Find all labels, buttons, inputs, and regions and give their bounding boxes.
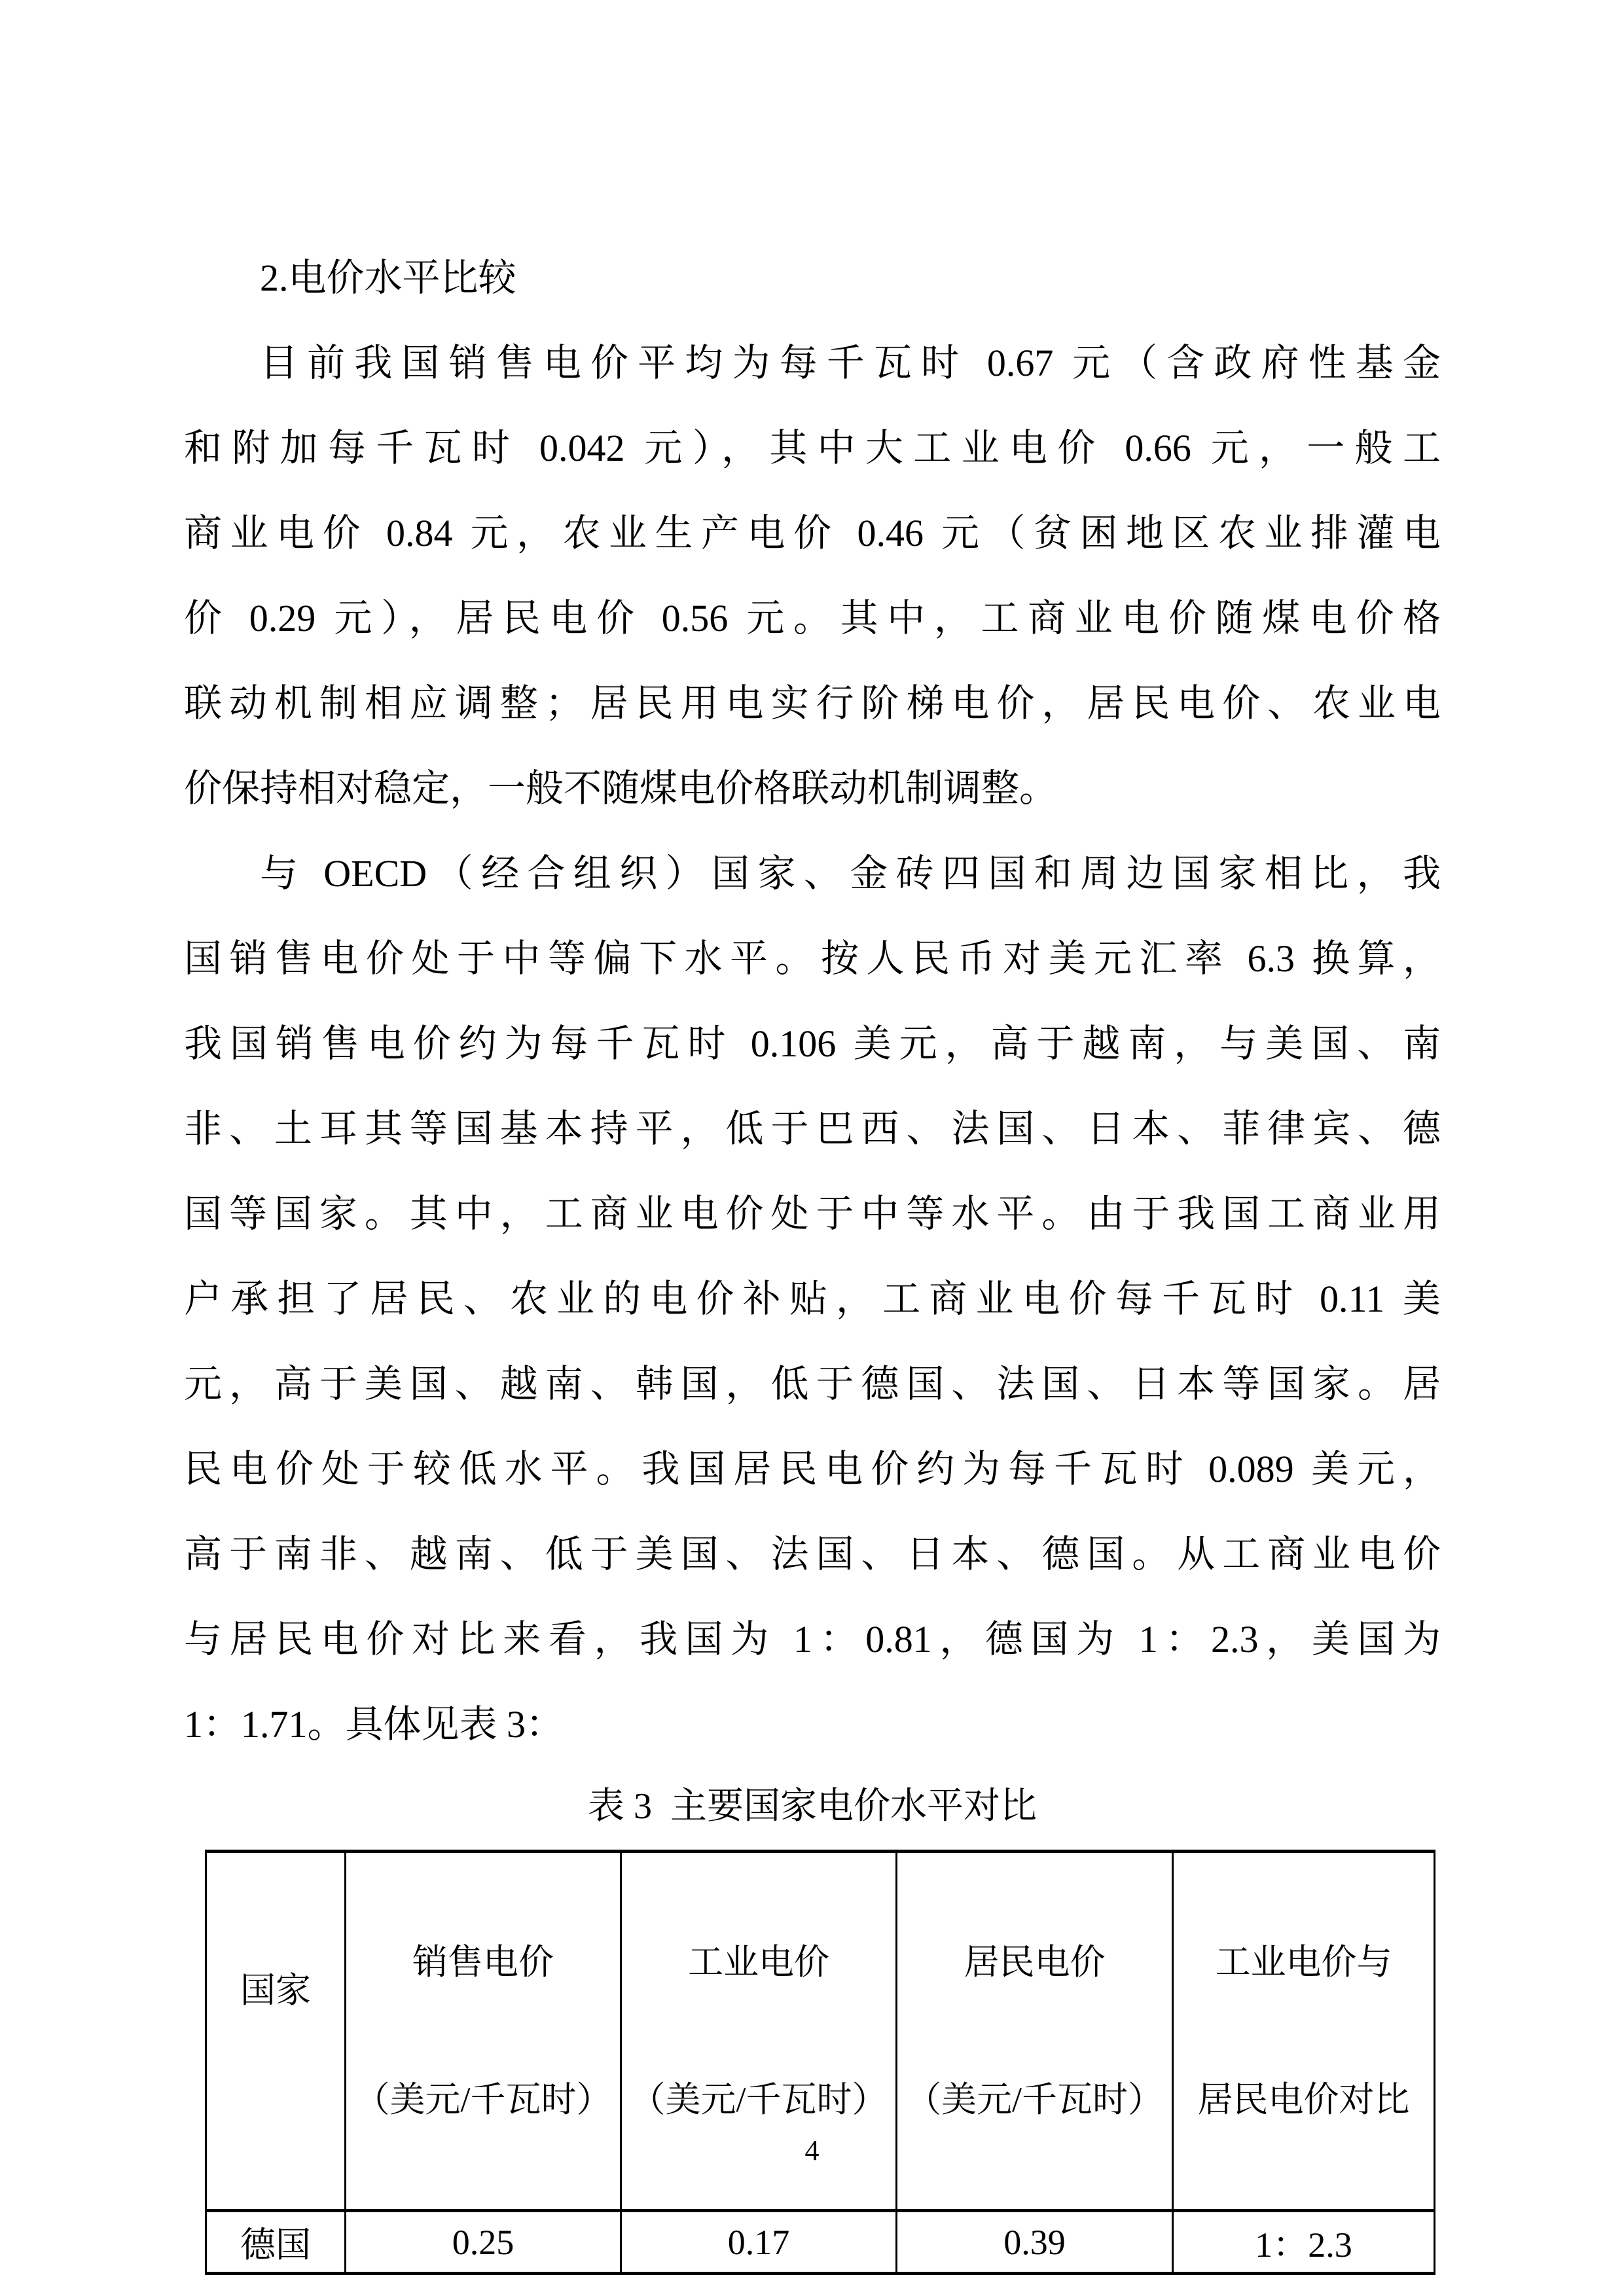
header-text: 销售电价 (412, 1943, 554, 1982)
text-line: 户承担了居民、农业的电价补贴，工商业电价每千瓦时 0.11 美 (184, 1278, 1441, 1320)
section-heading: 2.电价水平比较 (260, 257, 516, 299)
header-text: 国家 (240, 1971, 311, 2010)
paragraph-1 (184, 321, 1441, 831)
table-row (206, 2211, 1435, 2274)
text-line: 非、土耳其等国基本持平，低于巴西、法国、日本、菲律宾、德 (184, 1107, 1441, 1150)
text-line: 国销售电价处于中等偏下水平。按人民币对美元汇率 6.3 换算， (184, 937, 1441, 980)
text-line: 我国销售电价约为每千瓦时 0.106 美元，高于越南，与美国、南 (184, 1022, 1441, 1065)
header-text: （美元/千瓦时） (630, 2080, 888, 2119)
table-title: 表 3 主要国家电价水平对比 (588, 1786, 1037, 1827)
header-text: （美元/千瓦时） (905, 2080, 1163, 2119)
text-line: 高于南非、越南、低于美国、法国、日本、德国。从工商业电价 (184, 1533, 1441, 1575)
text-line: 联动机制相应调整；居民用电实行阶梯电价，居民电价、农业电 (184, 682, 1441, 725)
paragraph-2 (184, 831, 1441, 1767)
text-line: 1：1.71。具体见表 3： (184, 1703, 564, 1746)
page-number: 4 (804, 2134, 820, 2166)
text-line: 与居民电价对比来看，我国为 1：0.81，德国为 1：2.3，美国为 (184, 1618, 1441, 1660)
text-line: 和附加每千瓦时 0.042 元），其中大工业电价 0.66 元，一般工 (184, 427, 1441, 469)
text-line: 元，高于美国、越南、韩国，低于德国、法国、日本等国家。居 (184, 1363, 1441, 1405)
text-line: 民电价处于较低水平。我国居民电价约为每千瓦时 0.089 美元， (184, 1448, 1441, 1490)
header-text: 居民电价 (964, 1943, 1106, 1982)
cell-price-ratio: 1：2.3 (1173, 2211, 1435, 2274)
cell-industrial-price: 0.17 (621, 2211, 897, 2274)
header-text: （美元/千瓦时） (354, 2080, 612, 2119)
header-text: 工业电价 (688, 1943, 829, 1982)
text-line: 与 OECD（经合组织）国家、金砖四国和周边国家相比，我 (260, 852, 1441, 895)
header-text: 居民电价对比 (1197, 2080, 1410, 2119)
text-line: 商业电价 0.84 元，农业生产电价 0.46 元（贫困地区农业排灌电 (184, 512, 1441, 554)
cell-country: 德国 (206, 2211, 346, 2274)
text-line: 国等国家。其中，工商业电价处于中等水平。由于我国工商业用 (184, 1193, 1441, 1235)
text-line: 价保持相对稳定，一般不随煤电价格联动机制调整。 (184, 767, 1058, 810)
price-comparison-table (205, 1850, 1435, 2275)
text-block (184, 236, 1441, 1767)
header-text: 工业电价与 (1215, 1943, 1392, 1982)
text-line: 目前我国销售电价平均为每千瓦时 0.67 元（含政府性基金 (260, 342, 1441, 384)
cell-sales-price: 0.25 (346, 2211, 621, 2274)
cell-residential-price: 0.39 (897, 2211, 1173, 2274)
text-line: 价 0.29 元），居民电价 0.56 元。其中，工商业电价随煤电价格 (184, 597, 1441, 639)
